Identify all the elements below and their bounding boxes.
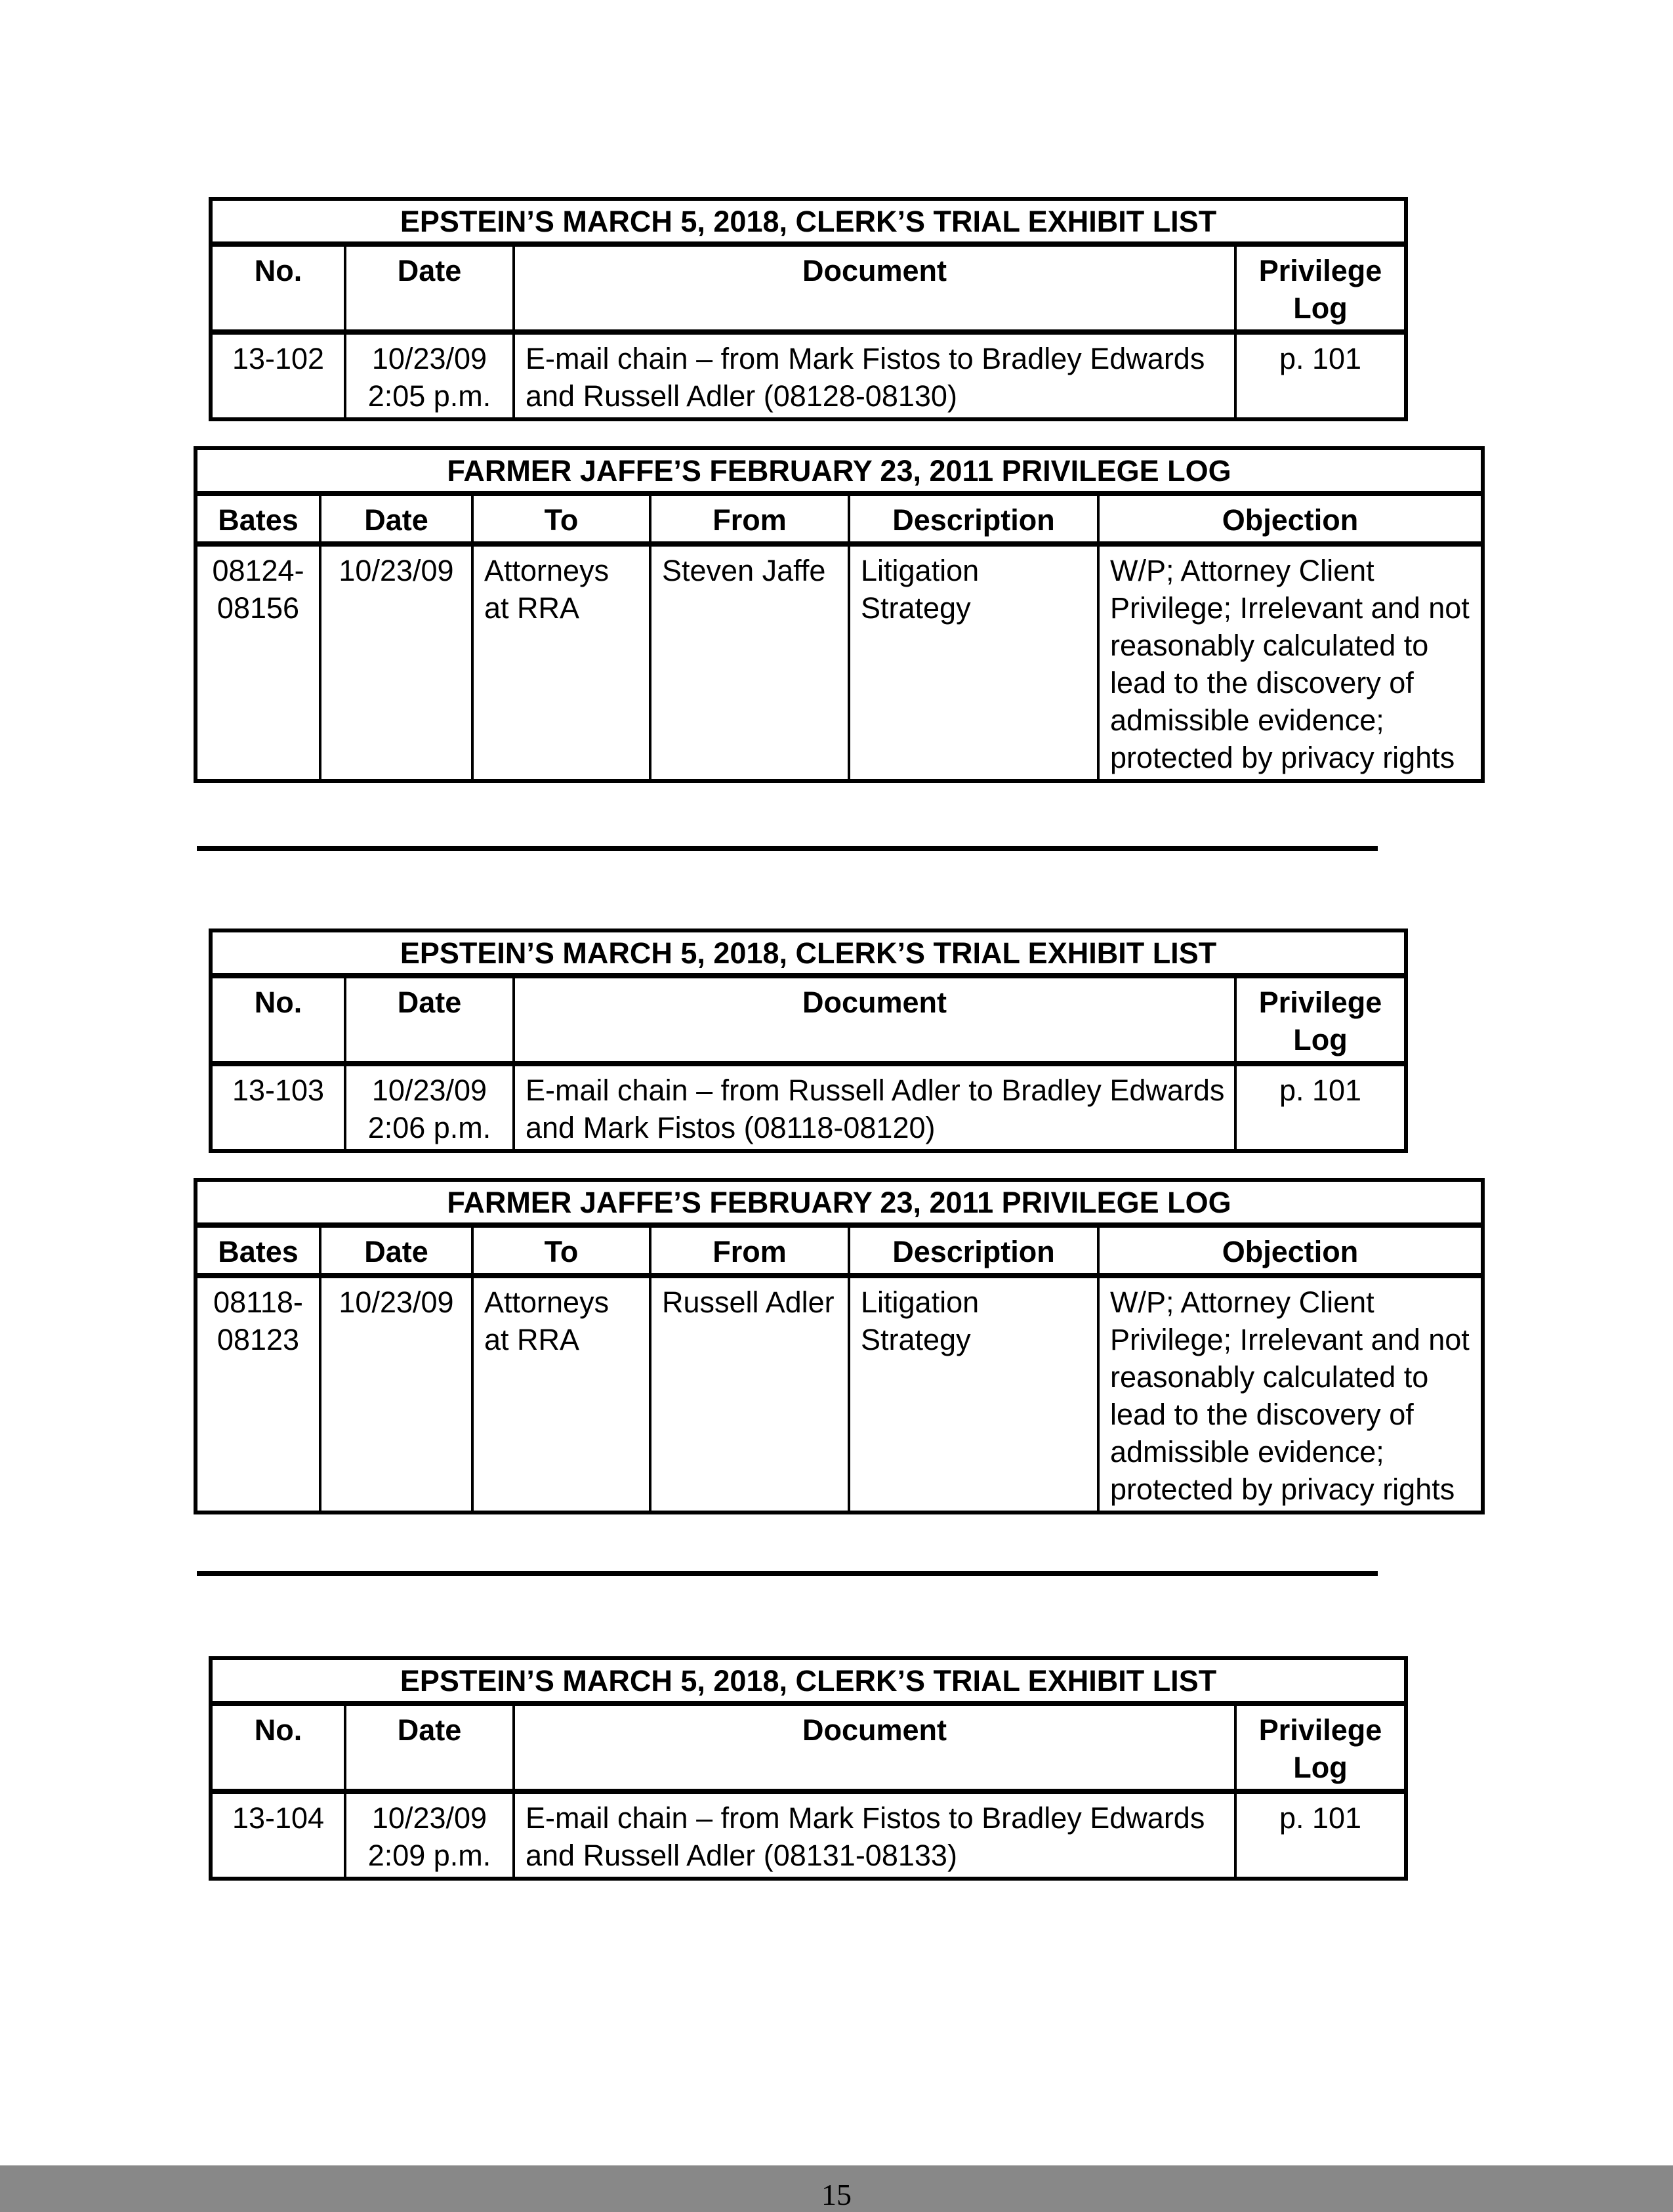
cell-document: E-mail chain – from Mark Fistos to Bradley Edwards and Russell Adler (08128-08130) (514, 332, 1235, 419)
cell-privilege-log: p. 101 (1235, 1064, 1406, 1151)
section-divider (197, 1571, 1378, 1576)
cell-from: Russell Adler (650, 1276, 849, 1513)
column-header-date: Date (320, 493, 472, 544)
date-line: 10/23/09 (371, 1074, 487, 1107)
column-header-privilege-log: Privilege Log (1235, 976, 1406, 1064)
cell-privilege-log: p. 101 (1235, 1791, 1406, 1879)
time-line: 2:09 p.m. (367, 1839, 491, 1872)
time-line: 2:05 p.m. (367, 379, 491, 413)
column-header-from: From (650, 493, 849, 544)
column-header-document: Document (514, 976, 1235, 1064)
column-header-to: To (472, 1225, 650, 1276)
cell-to: Attorneys at RRA (472, 1276, 650, 1513)
table-row (196, 544, 1483, 781)
cell-description: Litigation Strategy (849, 544, 1098, 781)
column-header-description: Description (849, 493, 1098, 544)
bates-line: 08156 (217, 591, 300, 625)
exhibit-list-table-1 (209, 197, 1408, 421)
cell-bates (196, 544, 320, 781)
cell-date (345, 332, 514, 419)
table-row (211, 1064, 1406, 1151)
column-header-date: Date (320, 1225, 472, 1276)
cell-objection: W/P; Attorney Client Privilege; Irrelevant and not reasonably calculated to lead to the discovery of admissible evidence; protected by privacy rights (1098, 1276, 1483, 1513)
column-header-from: From (650, 1225, 849, 1276)
column-header-privilege-log: Privilege Log (1235, 1703, 1406, 1791)
cell-description: Litigation Strategy (849, 1276, 1098, 1513)
cell-from: Steven Jaffe (650, 544, 849, 781)
exhibit-list-table-2 (209, 929, 1408, 1153)
cell-exhibit-no: 13-103 (211, 1064, 345, 1151)
column-header-no: No. (211, 976, 345, 1064)
cell-exhibit-no: 13-104 (211, 1791, 345, 1879)
bates-line: 08124- (212, 554, 304, 587)
cell-privilege-log: p. 101 (1235, 332, 1406, 419)
column-header-date: Date (345, 244, 514, 332)
table-row (211, 332, 1406, 419)
date-line: 10/23/09 (371, 342, 487, 375)
column-header-description: Description (849, 1225, 1098, 1276)
exhibit-list-table-3 (209, 1656, 1408, 1881)
column-header-privilege-log: Privilege Log (1235, 244, 1406, 332)
cell-objection: W/P; Attorney Client Privilege; Irrelevant and not reasonably calculated to lead to the discovery of admissible evidence; protected by privacy rights (1098, 544, 1483, 781)
page-number: 15 (821, 2178, 852, 2211)
cell-document: E-mail chain – from Russell Adler to Bradley Edwards and Mark Fistos (08118-08120) (514, 1064, 1235, 1151)
time-line: 2:06 p.m. (367, 1111, 491, 1144)
column-header-document: Document (514, 244, 1235, 332)
section-divider (197, 846, 1378, 851)
cell-date: 10/23/09 (320, 1276, 472, 1513)
column-header-objection: Objection (1098, 1225, 1483, 1276)
privilege-log-table-2 (194, 1178, 1485, 1514)
table-row (211, 1791, 1406, 1879)
column-header-to: To (472, 493, 650, 544)
table-title: EPSTEIN’S MARCH 5, 2018, CLERK’S TRIAL EXHIBIT LIST (211, 930, 1406, 976)
cell-date (345, 1791, 514, 1879)
column-header-no: No. (211, 1703, 345, 1791)
cell-date: 10/23/09 (320, 544, 472, 781)
column-header-bates: Bates (196, 493, 320, 544)
column-header-date: Date (345, 1703, 514, 1791)
privilege-log-table-1 (194, 446, 1485, 783)
column-header-objection: Objection (1098, 493, 1483, 544)
bates-line: 08123 (217, 1323, 300, 1356)
column-header-no: No. (211, 244, 345, 332)
table-title: EPSTEIN’S MARCH 5, 2018, CLERK’S TRIAL EXHIBIT LIST (211, 199, 1406, 244)
table-title: FARMER JAFFE’S FEBRUARY 23, 2011 PRIVILEGE LOG (196, 448, 1483, 493)
column-header-bates: Bates (196, 1225, 320, 1276)
cell-exhibit-no: 13-102 (211, 332, 345, 419)
date-line: 10/23/09 (371, 1801, 487, 1835)
cell-bates (196, 1276, 320, 1513)
cell-date (345, 1064, 514, 1151)
table-title: EPSTEIN’S MARCH 5, 2018, CLERK’S TRIAL EXHIBIT LIST (211, 1658, 1406, 1703)
column-header-document: Document (514, 1703, 1235, 1791)
column-header-date: Date (345, 976, 514, 1064)
cell-to: Attorneys at RRA (472, 544, 650, 781)
cell-document: E-mail chain – from Mark Fistos to Bradley Edwards and Russell Adler (08131-08133) (514, 1791, 1235, 1879)
table-title: FARMER JAFFE’S FEBRUARY 23, 2011 PRIVILEGE LOG (196, 1180, 1483, 1225)
table-row (196, 1276, 1483, 1513)
bates-line: 08118- (213, 1285, 303, 1319)
